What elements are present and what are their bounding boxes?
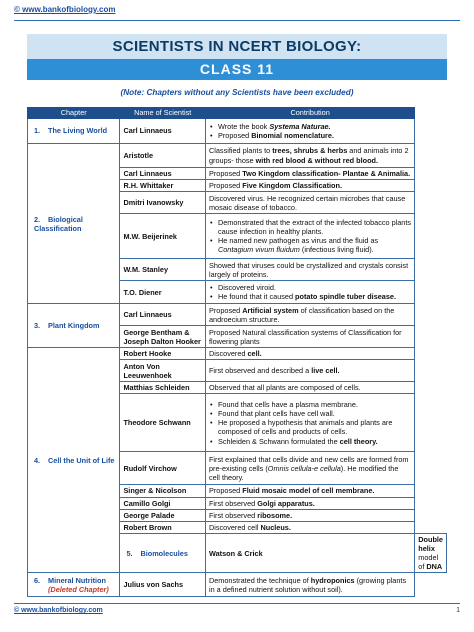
page-title: SCIENTISTS IN NCERT BIOLOGY: [27,34,447,59]
scientist-name: Camillo Golgi [120,497,206,509]
scientist-name: Robert Hooke [120,348,206,360]
contribution-cell: Double helix model of DNA [415,533,447,572]
page-number: 1 [456,607,460,614]
contribution-cell: • Wrote the book Systema Naturae. • Proposed Binomial nomenclature. [205,119,414,144]
table-header-row [28,108,447,119]
scientist-name: Dmitri Ivanowsky [120,192,206,214]
scientist-name: George Palade [120,509,206,521]
contribution-cell: First observed Golgi apparatus. [205,497,414,509]
table-row [28,144,447,168]
header-chapter: Chapter [28,108,120,119]
contribution-cell: Demonstrated the technique of hydroponics (growing plants in a defined nutrient solution without soil). [205,573,414,597]
top-header [14,5,460,21]
scientist-name: Singer & Nicolson [120,485,206,497]
contribution-cell: Discovered virus. He recognized certain microbes that cause mosaic disease of tobacco. [205,192,414,214]
deleted-chapter-note: (Deleted Chapter) [48,584,109,594]
scientist-name: W.M. Stanley [120,259,206,281]
chapter-cell: 6. Mineral Nutrition (Deleted Chapter) [28,573,120,597]
contribution-cell: Discovered cell. [205,348,414,360]
page-subtitle: CLASS 11 [27,59,447,80]
footer-website-link[interactable]: © www.bankofbiology.com [14,607,103,614]
table-row [28,573,447,597]
chapter-cell: 2. Biological Classification [28,144,120,304]
scientist-name: Carl Linnaeus [120,119,206,144]
note-text: (Note: Chapters without any Scientists have been excluded) [120,88,354,97]
scientist-name: M.W. Beijerinek [120,214,206,259]
chapter-cell: 5. Biomolecules [120,533,206,572]
contribution-cell: Proposed Artificial system of classification based on the androecium structure. [205,304,414,326]
contribution-cell: Proposed Two Kingdom classification- Plantae & Animalia. [205,168,414,180]
header-scientist: Name of Scientist [120,108,206,119]
page-footer [14,603,460,614]
table-row [28,348,447,360]
contribution-cell: Proposed Fluid mosaic model of cell membrane. [205,485,414,497]
contribution-cell: First observed and described a live cell. [205,360,414,382]
scientist-name: Rudolf Virchow [120,452,206,485]
scientist-name: Anton Von Leeuwenhoek [120,360,206,382]
scientist-name: Watson & Crick [205,533,414,572]
website-link[interactable]: © www.bankofbiology.com [14,5,116,14]
scientists-table [27,107,447,597]
contribution-cell: Proposed Five Kingdom Classification. [205,180,414,192]
scientist-name: Theodore Schwann [120,394,206,452]
contribution-cell: • Discovered viroid. • He found that it caused potato spindle tuber disease. [205,281,414,304]
header-contribution: Contribution [205,108,414,119]
scientist-name: R.H. Whittaker [120,180,206,192]
contribution-cell: First observed ribosome. [205,509,414,521]
scientist-name: Matthias Schleiden [120,382,206,394]
contribution-cell: Discovered cell Nucleus. [205,521,414,533]
contribution-cell: Classified plants to trees, shrubs & herbs and animals into 2 groups- those with red blood & without red blood. [205,144,414,168]
contribution-cell: First explained that cells divide and new cells are formed from pre-existing cells (Omnis cellula-e cellula). He modified the cell theory. [205,452,414,485]
table-row [28,119,447,144]
scientist-name: T.O. Diener [120,281,206,304]
contribution-cell: Proposed Natural classification systems of Classification for flowering plants [205,326,414,348]
chapter-cell: 4. Cell the Unit of Life [28,348,120,573]
contribution-cell: • Found that cells have a plasma membrane. • Found that plant cells have cell wall. • He proposed a hypothesis that animals and plants are composed of cells and products of cells. • Schleiden & Schwann formulated the cell theory. [205,394,414,452]
scientist-name: Carl Linnaeus [120,304,206,326]
scientist-name: Carl Linnaeus [120,168,206,180]
table-row [28,304,447,326]
chapter-cell: 3. Plant Kingdom [28,304,120,348]
title-banner [27,34,447,80]
contribution-cell: • Demonstrated that the extract of the infected tobacco plants cause infection in healthy plants. • He named new pathogen as virus and the fluid as Contagium vivum fluidum (infectious living fluid). [205,214,414,259]
contribution-cell: Showed that viruses could be crystallized and crystals consist largely of proteins. [205,259,414,281]
scientist-name: Aristotle [120,144,206,168]
contribution-cell: Observed that all plants are composed of cells. [205,382,414,394]
scientist-name: Robert Brown [120,521,206,533]
chapter-cell: 1. The Living World [28,119,120,144]
scientist-name: Julius von Sachs [120,573,206,597]
scientist-name: George Bentham & Joseph Dalton Hooker [120,326,206,348]
